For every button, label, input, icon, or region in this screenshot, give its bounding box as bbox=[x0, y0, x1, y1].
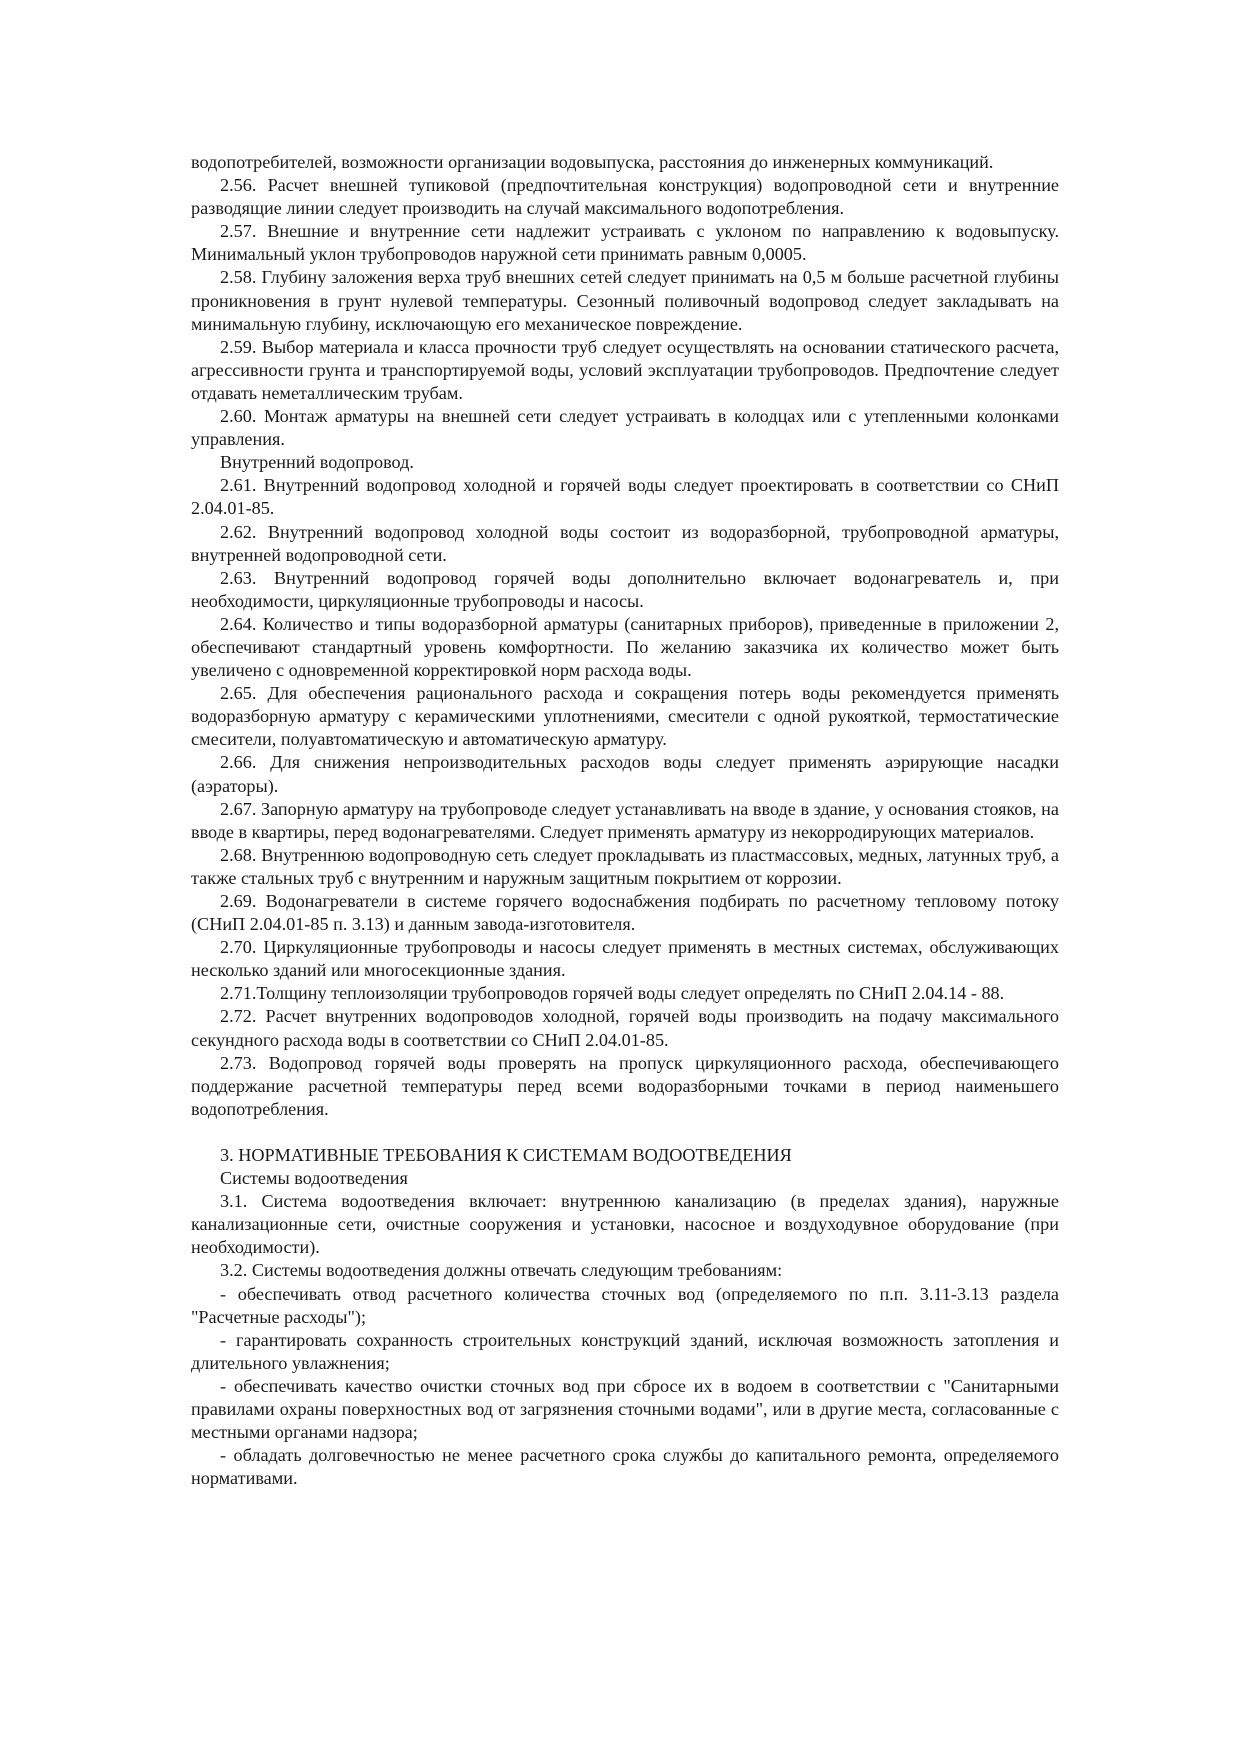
requirement-item: - гарантировать сохранность строительных конструкций зданий, исключая возможность затопления и длительного увлажнения; bbox=[191, 1329, 1059, 1373]
intro-paragraph: водопотребителей, возможности организации водовыпуска, расстояния до инженерных коммуникаций. bbox=[191, 152, 994, 172]
requirement-item: - обеспечивать качество очистки сточных вод при сбросе их в водоем в соответствии с "Санитарными правилами охраны поверхностных вод от загрязнения сточными водами", или в другие места, согласованные с местными органами надзора; bbox=[191, 1375, 1059, 1443]
paragraph-2-66: 2.66. Для снижения непроизводительных расходов воды следует применять аэрирующие насадки (аэраторы). bbox=[191, 752, 1059, 796]
paragraph-2-62: 2.62. Внутренний водопровод холодной воды состоит из водоразборной, трубопроводной арматуры, внутренней водопроводной сети. bbox=[191, 521, 1059, 565]
paragraph-2-67: 2.67. Запорную арматуру на трубопроводе следует устанавливать на вводе в здание, у основания стояков, на вводе в квартиры, перед водонагревателями. Следует применять арматуру из некорродирующих материалов. bbox=[191, 798, 1059, 842]
section-3-heading: 3. НОРМАТИВНЫЕ ТРЕБОВАНИЯ К СИСТЕМАМ ВОДООТВЕДЕНИЯ bbox=[220, 1144, 792, 1165]
paragraph-2-64: 2.64. Количество и типы водоразборной арматуры (санитарных приборов), приведенные в приложении 2, обеспечивают стандартный уровень комфортности. По желанию заказчика их количество может быть увеличено с одновременной корректировкой норм расхода воды. bbox=[191, 613, 1059, 681]
paragraph-3-2: 3.2. Системы водоотведения должны отвечать следующим требованиям: bbox=[220, 1260, 783, 1281]
paragraph-2-68: 2.68. Внутреннюю водопроводную сеть следует прокладывать из пластмассовых, медных, латунных труб, а также стальных труб с внутренним и наружным защитным покрытием от коррозии. bbox=[191, 844, 1059, 888]
paragraph-2-57: 2.57. Внешние и внутренние сети надлежит устраивать с уклоном по направлению к водовыпуску. Минимальный уклон трубопроводов наружной сети принимать равным 0,0005. bbox=[191, 221, 1059, 265]
paragraph-2-58: 2.58. Глубину заложения верха труб внешних сетей следует принимать на 0,5 м больше расчетной глубины проникновения в грунт нулевой температуры. Сезонный поливочный водопровод следует закладывать на минимальную глубину, исключающую его механическое повреждение. bbox=[191, 267, 1059, 334]
paragraph-2-73: 2.73. Водопровод горячей воды проверять на пропуск циркуляционного расхода, обеспечивающего поддержание расчетной температуры перед всеми водоразборными точками в период наименьшего водопотребления. bbox=[191, 1052, 1059, 1119]
section-spacer bbox=[191, 1121, 1059, 1144]
section-3-subheading: Системы водоотведения bbox=[220, 1168, 408, 1189]
subheading-internal-water-supply: Внутренний водопровод. bbox=[220, 452, 414, 473]
paragraph-2-65: 2.65. Для обеспечения рационального расхода и сокращения потерь воды рекомендуется применять водоразборную арматуру с керамическими уплотнениями, смесители с одной рукояткой, термостатические смесители, полуавтоматическую и автоматическую арматуру. bbox=[191, 683, 1059, 750]
paragraph-2-61: 2.61. Внутренний водопровод холодной и горячей воды следует проектировать в соответствии со СНиП 2.04.01-85. bbox=[191, 475, 1059, 519]
paragraph-2-56: 2.56. Расчет внешней тупиковой (предпочтительная конструкция) водопроводной сети и внутренние разводящие линии следует производить на случай максимального водопотребления. bbox=[191, 175, 1059, 219]
paragraph-2-70: 2.70. Циркуляционные трубопроводы и насосы следует применять в местных системах, обслуживающих несколько зданий или многосекционные здания. bbox=[191, 937, 1059, 981]
paragraph-2-63: 2.63. Внутренний водопровод горячей воды дополнительно включает водонагреватель и, при необходимости, циркуляционные трубопроводы и насосы. bbox=[191, 567, 1059, 611]
paragraph-2-71: 2.71.Толщину теплоизоляции трубопроводов горячей воды следует определять по СНиП 2.04.14 - 88. bbox=[220, 983, 1005, 1004]
paragraph-3-1: 3.1. Система водоотведения включает: внутреннюю канализацию (в пределах здания), наружные канализационные сети, очистные сооружения и установки, насосное и воздуходувное оборудование (при необходимости). bbox=[191, 1191, 1059, 1258]
requirement-item: - обладать долговечностью не менее расчетного срока службы до капитального ремонта, определяемого нормативами. bbox=[191, 1445, 1059, 1489]
paragraph-2-60: 2.60. Монтаж арматуры на внешней сети следует устраивать в колодцах или с утепленными колонками управления. bbox=[191, 406, 1059, 450]
paragraph-2-72: 2.72. Расчет внутренних водопроводов холодной, горячей воды производить на подачу максимального секундного расхода воды в соответствии со СНиП 2.04.01-85. bbox=[191, 1006, 1059, 1050]
paragraph-2-69: 2.69. Водонагреватели в системе горячего водоснабжения подбирать по расчетному тепловому потоку (СНиП 2.04.01-85 п. 3.13) и данным завода-изготовителя. bbox=[191, 891, 1059, 935]
document-page bbox=[191, 151, 1059, 1490]
paragraph-2-59: 2.59. Выбор материала и класса прочности труб следует осуществлять на основании статического расчета, агрессивности грунта и транспортируемой воды, условий эксплуатации трубопроводов. Предпочтение следует отдавать неметаллическим трубам. bbox=[191, 336, 1059, 403]
requirement-item: - обеспечивать отвод расчетного количества сточных вод (определяемого по п.п. 3.11-3.13 раздела "Расчетные расходы"); bbox=[191, 1283, 1059, 1327]
